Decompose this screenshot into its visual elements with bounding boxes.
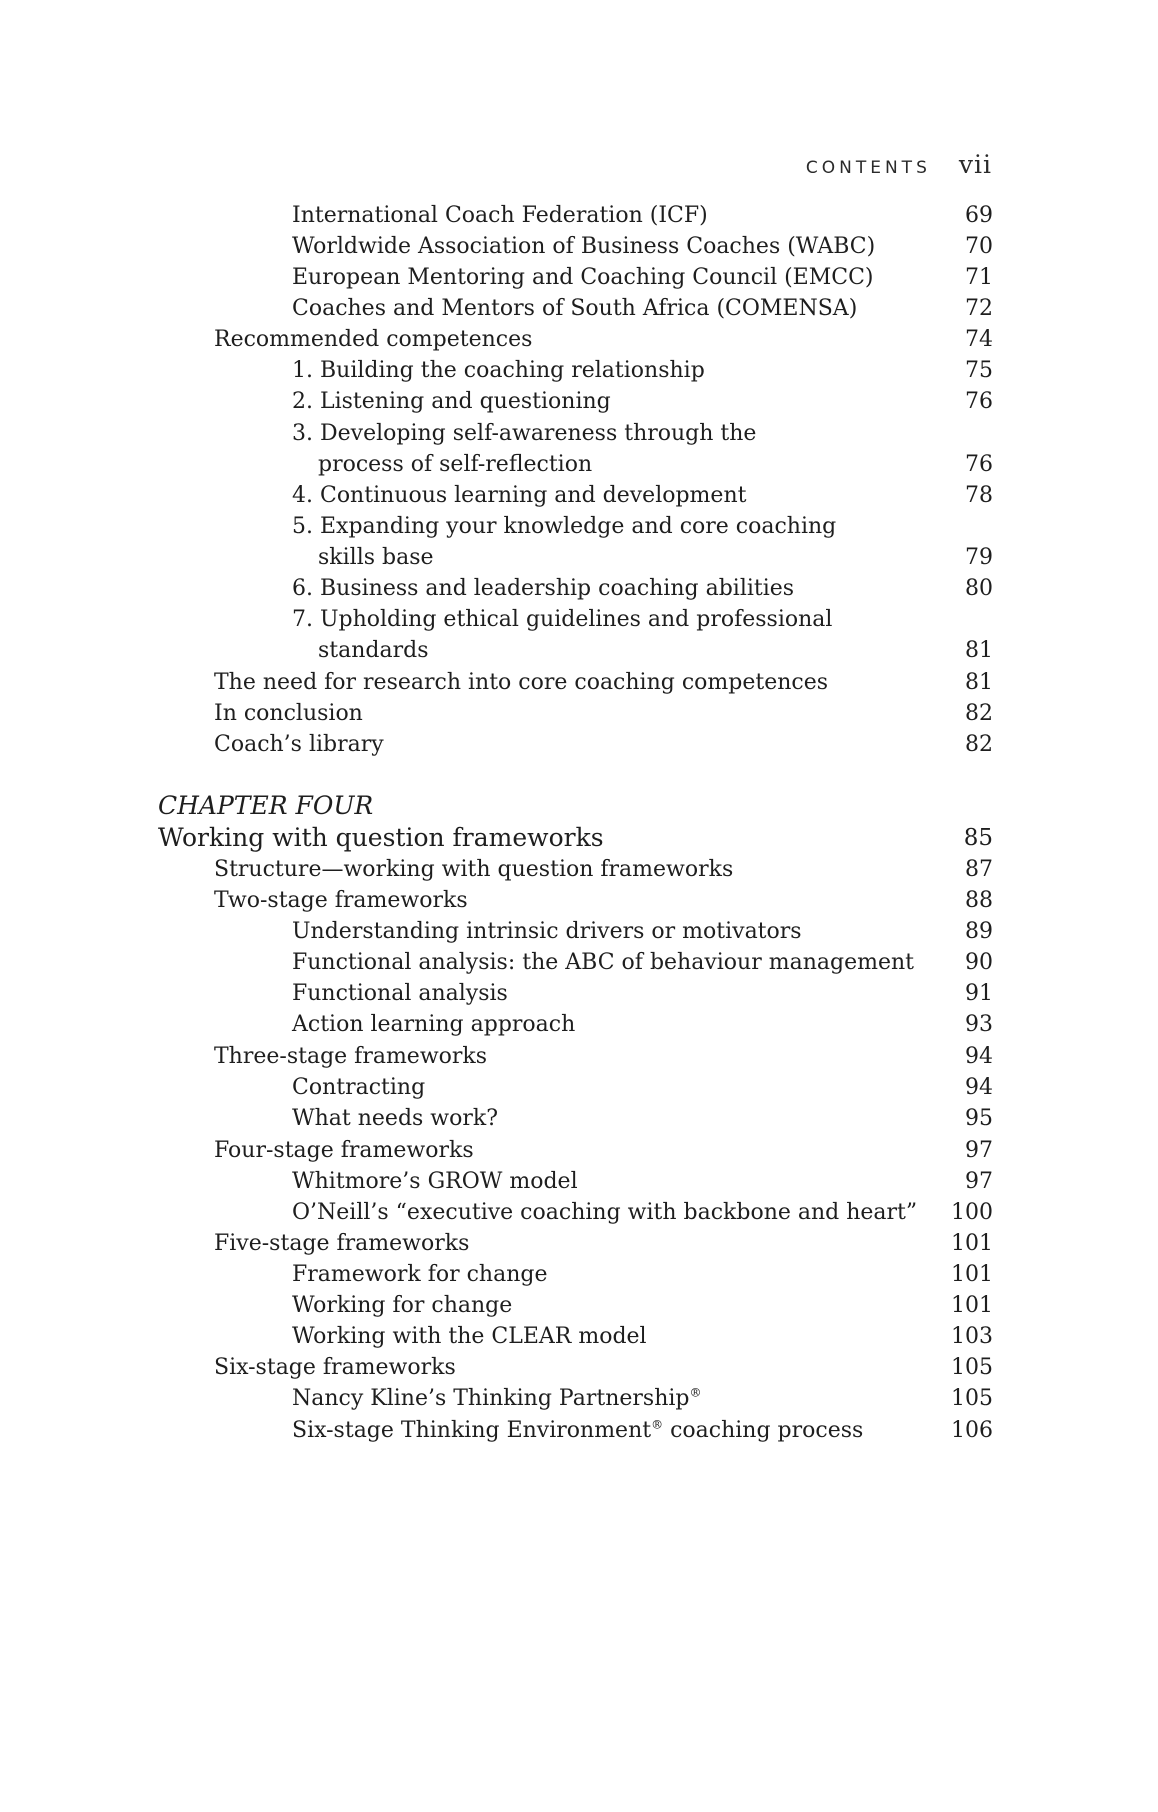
- toc-entry-page: 81: [965, 638, 993, 663]
- toc-entry-title-main: Nancy Kline’s Thinking Partnership: [292, 1386, 690, 1411]
- toc-entry-title: [292, 1413, 863, 1449]
- toc-entry-title: Four-stage frameworks: [214, 1138, 474, 1163]
- toc-entry-page: 95: [965, 1106, 993, 1131]
- toc-entry: [158, 727, 993, 763]
- toc-entry-title: Action learning approach: [292, 1012, 576, 1037]
- running-head: [806, 150, 992, 179]
- toc-entry-page: 72: [965, 296, 993, 321]
- toc-entry-title: Worldwide Association of Business Coaches (WABC): [292, 234, 876, 259]
- toc-entry-title: 4. Continuous learning and development: [292, 483, 747, 508]
- toc-entry-page: 82: [965, 701, 993, 726]
- toc-entry-title: Understanding intrinsic drivers or motivators: [292, 919, 802, 944]
- toc-entry: [158, 1101, 993, 1137]
- toc-entry-title: 7. Upholding ethical guidelines and professional: [292, 607, 833, 632]
- toc-entry-page: 101: [951, 1293, 993, 1318]
- toc-entry-title: Working with the CLEAR model: [292, 1324, 647, 1349]
- toc-entry: [158, 1413, 993, 1449]
- toc-entry-page: 93: [965, 1012, 993, 1037]
- toc-entry-title: Six-stage frameworks: [214, 1355, 456, 1380]
- toc-entry-page: 100: [951, 1200, 993, 1225]
- toc-entry-title: Contracting: [292, 1075, 426, 1100]
- toc-entry-page: 105: [951, 1386, 993, 1411]
- toc-entry-page: 101: [951, 1262, 993, 1287]
- toc-entry-title: Coaches and Mentors of South Africa (COMENSA): [292, 296, 858, 321]
- toc-entry-title: 3. Developing self-awareness through the: [292, 421, 757, 446]
- toc-entry-page: 101: [951, 1231, 993, 1256]
- toc-entry-page: 75: [965, 358, 993, 383]
- toc-entry: [158, 1381, 993, 1417]
- toc-entry-title: 2. Listening and questioning: [292, 389, 611, 414]
- toc-entry-page: 85: [963, 825, 993, 851]
- toc-entry-title: 6. Business and leadership coaching abilities: [292, 576, 795, 601]
- toc-entry-title: Two-stage frameworks: [214, 888, 468, 913]
- toc-entry-page: 103: [951, 1324, 993, 1349]
- toc-entry-title: 1. Building the coaching relationship: [292, 358, 705, 383]
- toc-entry-page: 105: [951, 1355, 993, 1380]
- chapter-label: [158, 788, 993, 824]
- toc-entry-title: Coach’s library: [214, 732, 384, 757]
- toc-entry-title: What needs work?: [292, 1106, 499, 1131]
- toc-entry-page: 78: [965, 483, 993, 508]
- toc-entry-page: 88: [965, 888, 993, 913]
- toc-entry-title-suffix: coaching process: [663, 1418, 864, 1443]
- toc-entry-page: 81: [965, 670, 993, 695]
- toc-entry-title-main: Six-stage Thinking Environment: [292, 1418, 652, 1443]
- toc-entry-page: 106: [951, 1418, 993, 1443]
- chapter-title: Working with question frameworks: [158, 823, 604, 852]
- toc-entry-page: 94: [965, 1075, 993, 1100]
- toc-entry-title: skills base: [318, 545, 434, 570]
- toc-entry-title: Working for change: [292, 1293, 513, 1318]
- toc-entry-page: 76: [965, 452, 993, 477]
- chapter-number: CHAPTER FOUR: [158, 791, 374, 820]
- toc-entry-page: 82: [965, 732, 993, 757]
- toc-entry-page: 90: [965, 950, 993, 975]
- toc-entry: [158, 1007, 993, 1043]
- toc-entry-title: Recommended competences: [214, 327, 533, 352]
- toc-entry-title: The need for research into core coaching competences: [214, 670, 829, 695]
- toc-entry-title: In conclusion: [214, 701, 363, 726]
- toc-entry-page: 80: [965, 576, 993, 601]
- toc-entry-title: European Mentoring and Coaching Council (EMCC): [292, 265, 874, 290]
- toc-entry-title: [292, 1381, 701, 1417]
- toc-entry-page: 97: [965, 1169, 993, 1194]
- toc-entry-page: 79: [965, 545, 993, 570]
- toc-entry-page: 97: [965, 1138, 993, 1163]
- toc-entry-page: 69: [965, 203, 993, 228]
- page-number: vii: [958, 150, 992, 179]
- section-label: CONTENTS: [805, 158, 931, 178]
- registered-mark: ®: [651, 1417, 664, 1432]
- toc-entry-title: Functional analysis: [292, 981, 508, 1006]
- toc-entry-title: standards: [318, 638, 429, 663]
- toc-entry-page: 71: [965, 265, 993, 290]
- toc-entry-continuation: [158, 633, 993, 669]
- toc-entry-title: process of self-reflection: [318, 452, 593, 477]
- toc-entry-title: Five-stage frameworks: [214, 1231, 470, 1256]
- registered-mark: ®: [689, 1385, 702, 1400]
- toc-entry-page: 70: [965, 234, 993, 259]
- toc-entry-page: 87: [965, 857, 993, 882]
- toc-entry-title: 5. Expanding your knowledge and core coaching: [292, 514, 837, 539]
- toc-entry-page: 94: [965, 1044, 993, 1069]
- toc-entry-title: Functional analysis: the ABC of behaviour management: [292, 950, 914, 975]
- toc-entry-page: 91: [965, 981, 993, 1006]
- toc-entry-title: Framework for change: [292, 1262, 548, 1287]
- toc-entry-title: International Coach Federation (ICF): [292, 203, 708, 228]
- toc-entry-page: 76: [965, 389, 993, 414]
- toc-entry-page: 89: [965, 919, 993, 944]
- toc-entry-title: O’Neill’s “executive coaching with backbone and heart”: [292, 1200, 918, 1225]
- toc-entry: [158, 384, 993, 420]
- toc-entry-title: Whitmore’s GROW model: [292, 1169, 578, 1194]
- chapter-title-entry: [158, 820, 993, 856]
- toc-entry-title: Three-stage frameworks: [214, 1044, 488, 1069]
- toc-entry-title: Structure—working with question frameworks: [214, 857, 734, 882]
- toc-entry-page: 74: [965, 327, 993, 352]
